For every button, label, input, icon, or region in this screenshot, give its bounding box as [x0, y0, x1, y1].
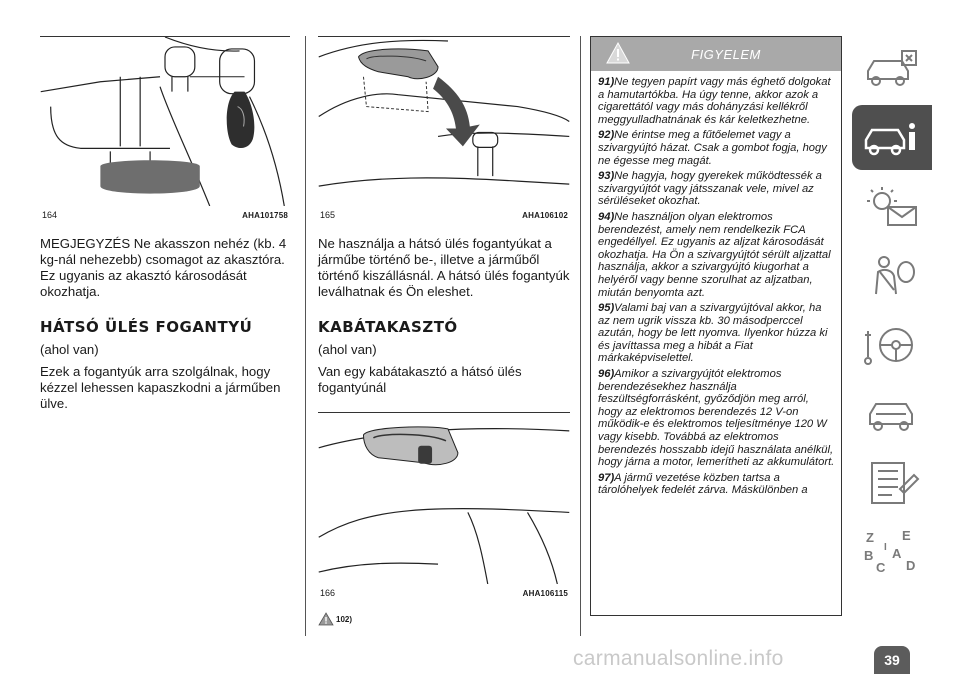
availability-note: (ahol van): [318, 342, 377, 357]
airbag-seatbelt-icon: [862, 252, 922, 300]
tab-car-information[interactable]: [852, 105, 932, 170]
tab-index[interactable]: [852, 519, 932, 584]
steering-wheel-key-icon: [862, 321, 922, 369]
warning-item: 97)A jármű vezetése közben tartsa a tárolóhelyek fedelét zárva. Máskülönben a: [598, 471, 808, 497]
rear-handle-description: Ezek a fogantyúk arra szolgálnak, hogy kézzel lehessen kapaszkodni a járműben ülve.: [40, 364, 281, 411]
svg-text:D: D: [906, 557, 916, 573]
car-info-icon: [862, 45, 922, 93]
figure-164-illustration: [40, 36, 290, 206]
warning-reference: [318, 612, 352, 626]
watermark: carmanualsonline.info: [573, 647, 784, 670]
warning-header: [591, 37, 841, 71]
warning-reference-number: 102): [336, 614, 353, 624]
warning-item: 95)Valami baj van a szivargyújtóval akkor, ha az nem ugrik vissza kb. 30 másodperccel azután, hogy be lett nyomva. Ilyenkor húzza ki és javíttassa meg a hibát a Fiat márkaképviselettel.: [598, 302, 828, 365]
svg-text:Z: Z: [866, 529, 874, 545]
car-service-icon: [862, 390, 922, 438]
column-left: [40, 36, 290, 412]
warning-triangle-icon: [318, 612, 334, 626]
coat-hook-seat-illustration: [40, 37, 290, 206]
alphabet-index-icon: [862, 528, 922, 576]
chapter-tabs: [852, 36, 932, 588]
svg-text:I: I: [884, 541, 887, 553]
tab-maintenance[interactable]: [852, 450, 932, 515]
figure-164-caption: [40, 206, 290, 220]
coat-hook-description: Van egy kabátakasztó a hátsó ülés fogantyúnál: [318, 364, 522, 395]
rear-handle-caution: Ne használja a hátsó ülés fogantyúkat a járműbe történő be-, illetve a járműből történő kiszállásnál. A hátsó ülés fogantyúk leválhatnak és Ön eleshet.: [318, 236, 570, 299]
coat-hook-note: MEGJEGYZÉS Ne akasszon nehéz (kb. 4 kg-nál nehezebb) csomagot az akasztóra. Ez ugyanis az akasztó károsodását okozhatja.: [40, 236, 287, 299]
figure-number: 166: [320, 588, 336, 598]
column-middle: [318, 36, 570, 396]
section-heading-coat-hook: KABÁTAKASZTÓ: [318, 318, 458, 336]
warning-list: [591, 71, 841, 497]
tab-car-info[interactable]: [852, 36, 932, 101]
warning-item: 94)Ne használjon olyan elektromos berendezést, amely nem rendelkezik FCA engedéllyel. Ez ugyanis az aljzat károsodását okozhatja. Ha Ön a szivargyújtót sérült aljzattal használja, akkor a szivargyújtó kiugorhat a helyéről vagy benne szorulhat az aljzatban, miután benyomta azt.: [598, 210, 831, 299]
warning-triangle-icon: [605, 41, 631, 65]
figure-165-illustration: [318, 36, 570, 206]
svg-text:A: A: [892, 545, 902, 561]
section-heading-rear-handle: HÁTSÓ ÜLÉS FOGANTYÚ: [40, 318, 253, 336]
column-divider: [305, 36, 306, 636]
warning-item: 93)Ne hagyja, hogy gyerekek működtessék a szivargyújtót vagy játsszanak vele, mivel az sérüléseket okozhat.: [598, 170, 822, 208]
tab-safety[interactable]: [852, 243, 932, 308]
svg-text:C: C: [876, 559, 886, 575]
coat-hook-handle-illustration: [318, 413, 570, 584]
svg-text:B: B: [864, 547, 874, 563]
column-divider: [580, 36, 581, 636]
page-number: 39: [874, 646, 910, 674]
warning-title: FIGYELEM: [691, 46, 761, 62]
warning-light-message-icon: [862, 183, 922, 231]
warning-item: 92)Ne érintse meg a fűtőelemet vagy a szivargyújtó házat. Csak a gombot fogja, hogy ne égesse meg magát.: [598, 129, 827, 167]
figure-number: 164: [42, 210, 58, 220]
tab-warning-lights[interactable]: [852, 174, 932, 239]
figure-166: [318, 412, 570, 598]
figure-166-illustration: [318, 412, 570, 584]
tab-emergency[interactable]: [852, 381, 932, 446]
figure-code: AHA106102: [522, 210, 568, 220]
car-information-active-icon: [862, 114, 922, 162]
tab-starting-driving[interactable]: [852, 312, 932, 377]
svg-text:E: E: [902, 527, 911, 543]
warning-item: 91)Ne tegyen papírt vagy más éghető dolgokat a hamutartókba. Ha úgy tenne, akkor azok a cigarettától vagy más dohányzási kellékről meggyulladhatnának és kár keletkezhetne.: [598, 76, 831, 126]
warning-item: 96)Amikor a szivargyújtót elektromos berendezésekhez használja feszültségforrásként, győződjön meg arról, hogy az elektromos berendezés 12 V-on működik-e és elektromos teljesítménye 120 W vagy kisebb. Továbbá az elektromos berendezés hosszabb idejű használata anélkül, hogy járna a motor, lemerítheti az akkumulátort.: [598, 368, 835, 469]
figure-number: 165: [320, 210, 336, 220]
figure-166-caption: [318, 584, 570, 598]
checklist-icon: [862, 459, 922, 507]
availability-note: (ahol van): [40, 342, 99, 357]
figure-code: AHA106115: [522, 588, 568, 598]
rear-handle-illustration: [318, 37, 570, 206]
figure-code: AHA101758: [242, 210, 288, 220]
warning-box: [590, 36, 842, 616]
figure-165-caption: [318, 206, 570, 220]
